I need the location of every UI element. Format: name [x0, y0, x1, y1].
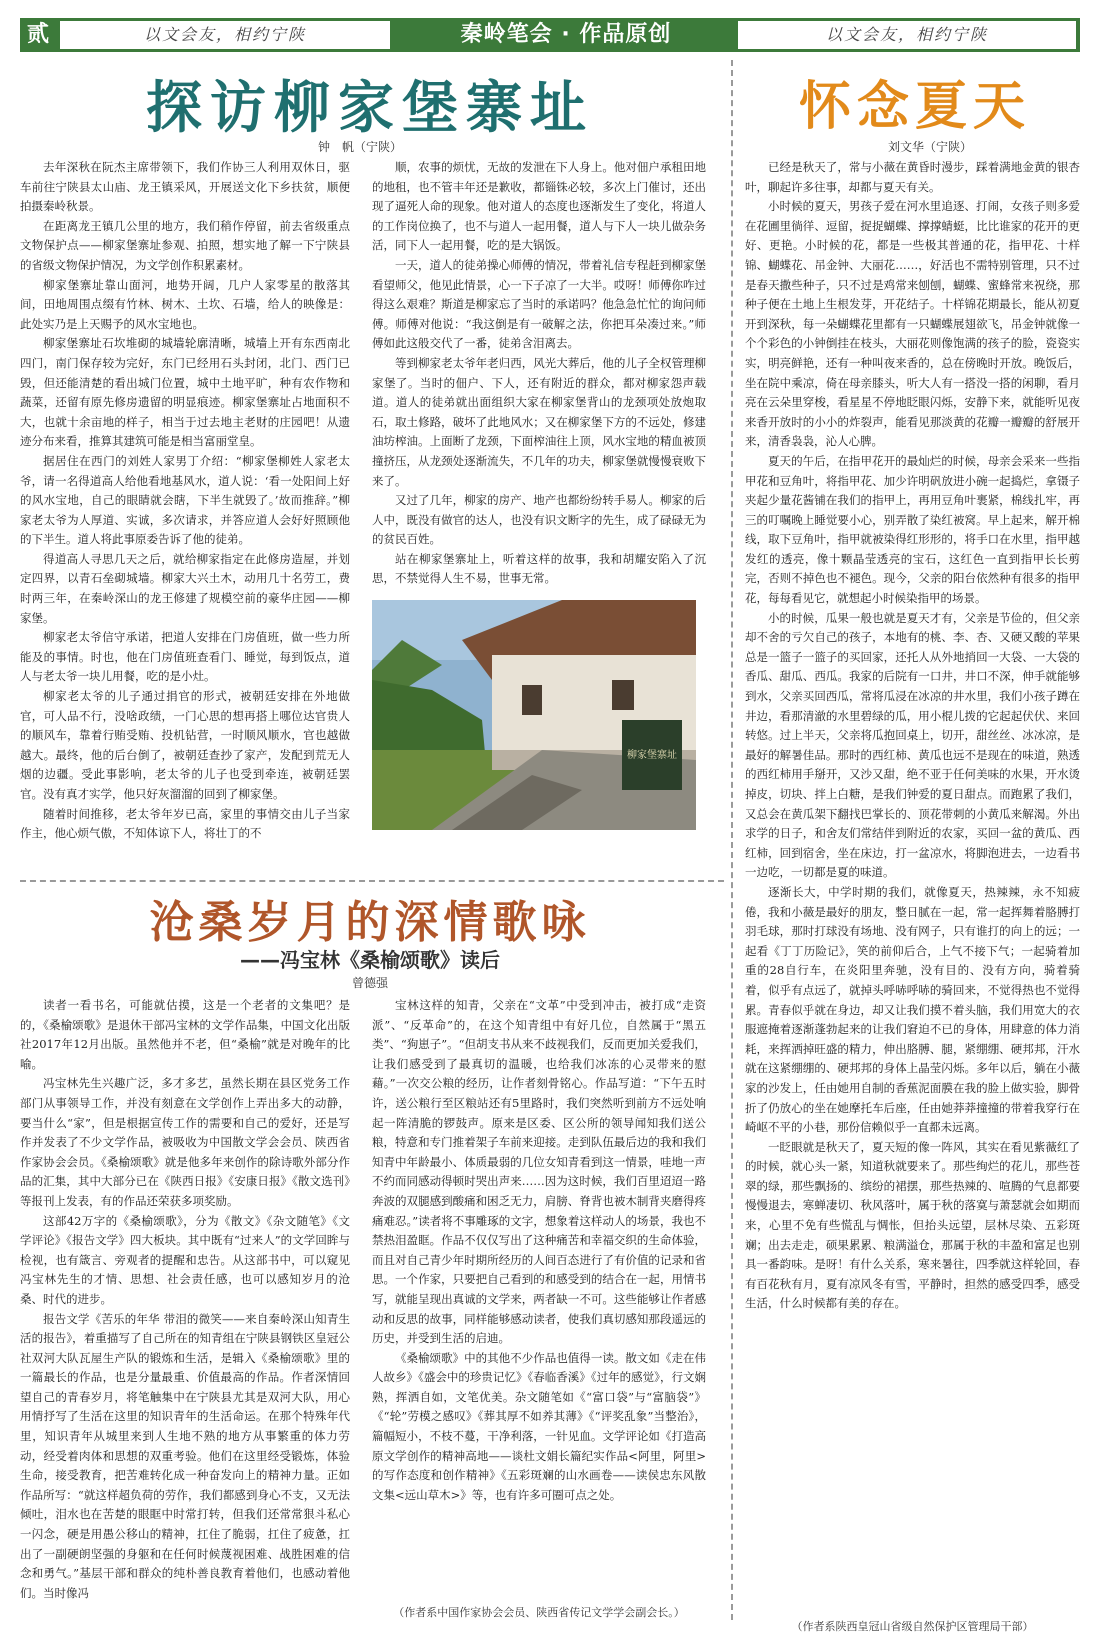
column-divider-vertical — [731, 60, 733, 1620]
article-column-cangsang-1 — [20, 996, 350, 1616]
article-title-cangsang: 沧桑岁月的深情歌咏 — [149, 897, 591, 948]
paragraph: 随着时间推移，老太爷年岁已高，家里的事情交由儿子当家作主，他心烦气傲，不知体谅下人，将壮丁的不 — [20, 806, 350, 841]
article-title-huainian-xiatian: 怀念夏天 — [798, 77, 1031, 137]
slogan-left: 以文会友，相约宁陕 — [60, 21, 390, 49]
paragraph: 柳家老太爷信守承诺，把道人安排在门房值班，做一些力所能及的事情。时也，他在门房值班查看门、睡觉，每到饭点，道人与老太爷一块儿用餐，吃的是小灶。 — [20, 630, 350, 684]
paragraph: 一眨眼就是秋天了，夏天短的像一阵风，其实在看见紫薇红了的时候，就心头一紧，知道秋就要来了。那些绚烂的花儿，那些苍翠的绿，那些飘扬的、缤纷的裙摆，那些热辣的、喧腾的气息都要慢慢退去，寒蝉凄切、秋风落叶，属于秋的落寞与萧瑟就会如期而来，心里不免有些慌乱与惆怅，但抬头远望，层林尽染、五彩斑斓；出去走走，硕果累累、粮满溢仓，那属于秋的丰盈和富足也别具一番韵味。是呀！有什么关系，寒来暑往，四季就这样轮回，春有百花秋有月，夏有凉风冬有雪，平静时，担然的感受四季，感受生活，什么时候都有美的存在。 — [745, 1139, 1080, 1311]
slogan-right: 以文会友，相约宁陕 — [738, 21, 1076, 49]
paragraph: 宝林这样的知青，父亲在“文革”中受到冲击，被打成“走资派”、“反革命”的，在这个知青组中有好几位，自然属于“黑五类”、“狗崽子”。“但胡支书从来不歧视我们，反而更加关爱我们，让我们感受到了最真切的温暖，也给我们冰冻的心灵带来的慰藉。”一次交公粮的经历，让作者刻骨铭心。作品写道：“下午五时许，送公粮行至区粮站还有5里路时，我们突然听到前方不远处响起一阵清脆的锣鼓声。原来是区委、区公所的领导闻知我们送公粮，特意和专门推着架子车前来迎接。走到队伍最后边的我和我们知青中年龄最小、体质最弱的几位女知青看到这一情景，哇地一声不约而同感动得顿时哭出声来……因为这时候，我们百里迢迢一路奔波的双腿感到酸痛和困乏无力，肩膀、脊背也被木制背夹磨得疼痛难忍。”读者将不事雕琢的文字，想象着这样动人的场景，我也不禁热泪盈眶。作品不仅仅写出了这种痛苦和幸福交织的生命体验，而且对自己青少年时期所经历的人间百态进行了有价值的记录和省思。一个作家，只要把自己看到的和感受到的结合在一起，用情书写，就能呈现出真诚的文学来，两者缺一不可。这些能够让作者感动和反思的故事，同样能够感动读者，使我们真切感知那段遥远的历史，并受到生活的启迪。 — [372, 998, 706, 1346]
paragraph: 冯宝林先生兴趣广泛，多才多艺，虽然长期在县区党务工作部门从事领导工作，并没有刻意在文学创作上弄出多大的动静，要当什么“家”，但是根据宣传工作的需要和自己的爱好，还是写作并发表了不少文学作品，被吸收为中国散文学会会员、陕西省作家协会会员。《桑榆颂歌》就是他多年来创作的除诗歌外部分作品的汇集，其中大部分已在《陕西日报》《安康日报》《散文选刊》等报刊上发表，有的作品还荣获多项奖励。 — [20, 1076, 350, 1208]
paragraph: 小时候的夏天，男孩子爱在河水里追逐、打闹，女孩子则多爱在花圃里徜徉、逗留，捉捉蝴蝶、撑撑蜻蜓，比比谁家的花开的更好、更艳。小时候的花，都是一些极其普通的花，指甲花、十样锦、蝴蝶花、吊金钟、大丽花……，好活也不需特别管理，只不过是春天撒些种子，只不过是鸡常来刨刨，蝴蝶、蜜蜂常来祝绕，那种子便在土地上生根发芽，开花结子。十样锦花期最长，能从初夏开到深秋，每一朵蝴蝶花里都有一只蝴蝶展翅欲飞，吊金钟就像一个个彩色的小钟倒挂在枝头，大丽花则像饱满的孩子的脸，瓷瓷实实，明亮鲜艳，还有一种叫夜来香的，总在傍晚时开放。晚饭后，坐在院中乘凉，倚在母亲膝头，听大人有一搭没一搭的闲聊，看月亮在云朵里穿梭，看星星不停地眨眼闪烁，安静下来，就能听见夜来香开放时的小小的炸裂声，能看见那淡黄的花瓣一瓣瓣的舒展开来，清香袅袅，沁人心脾。 — [745, 199, 1080, 449]
author-note-cangsang: （作者系中国作家协会会员、陕西省传记文学学会副会长。） — [393, 1606, 685, 1619]
paragraph: 柳家堡寨址靠山面河，地势开阔，几户人家零星的散落其间，田地周围点缀有竹林、树木、土坎、石墙，给人的映像是：此处实乃是上天赐予的风水宝地也。 — [20, 277, 350, 331]
site-photo-illustration — [372, 600, 696, 830]
paragraph: 小的时候，瓜果一般也就是夏天才有，父亲是节俭的，但父亲却不舍的亏欠自己的孩子，本地有的桃、李、杏、又硬又酸的苹果总是一篮子一篮子的买回家，还托人从外地捎回一大袋、一大袋的香瓜、甜瓜、西瓜。我家的后院有一口井，井口不深，伸手就能够到水，父亲买回西瓜，常将瓜浸在冰凉的井水里，我们小孩子蹲在井边，看那清澈的水里碧绿的瓜，用小棍儿拨的它起起伏伏、来回转悠。过上半天，父亲将瓜抱回桌上，切开，甜丝丝、冰冰凉，是最好的解暑佳品。那时的西红柿、黄瓜也远不是现在的味道，熟透的西红柿用手掰开，又沙又甜，绝不亚于任何美味的水果，开水烫掉皮，切块、拌上白糖，是我们钟爱的夏日甜点。而跑累了我们，又总会在黄瓜架下翻找巴掌长的、顶花带刺的小黄瓜来解渴。外出求学的日子，和舍友们常结伴到附近的农家，买回一盆的黄瓜、西红柿，回到宿舍，坐在床边，打一盆凉水，将脚泡进去，一边看书一边吃，一切都是夏的味道。 — [745, 610, 1080, 880]
page-header-banner — [20, 18, 1080, 52]
paragraph: 站在柳家堡寨址上，听着这样的故事，我和胡耀安陷入了沉思，不禁觉得人生不易，世事无常。 — [372, 551, 706, 586]
section-divider-horizontal — [20, 880, 724, 882]
article-column-huainian-xiatian — [745, 158, 1080, 1618]
paragraph: 已经是秋天了，常与小薇在黄昏时漫步，踩着满地金黄的银杏叶，聊起许多往事，却都与夏天有关。 — [745, 160, 1080, 194]
paragraph: 据居住在西门的刘姓人家男丁介绍：“柳家堡柳姓人家老太爷，请一名得道高人给他看地基风水，道人说：‘看一处阳间上好的风水宝地，自己的眼睛就会瞎，下半生就毁了。’故而推辞。”柳家老太爷为人厚道、实诚，多次请求，并答应道人会好好照顾他的下半生。道人将此事原委告诉了他的徒弟。 — [20, 453, 350, 547]
article-column-liujiabao-2 — [372, 158, 706, 588]
paragraph: 在距离龙王镇几公里的地方，我们稍作停留，前去省级重点文物保护点——柳家堡寨址参观、拍照，想实地了解一下宁陕县的省级文物保护情况，为文学创作积累素材。 — [20, 218, 350, 272]
paragraph: 柳家堡寨址石坎堆砌的城墙轮廓清晰，城墙上开有东西南北四门，南门保存较为完好，东门已经用石头封闭，北门、西门已毁，但还能清楚的看出城门位置，城中土地平旷，种有农作物和蔬菜，还留有原先修房遗留的明显痕迹。柳家堡寨址占地面积不大，也就十余亩地的样子，相当于过去地主老财的庄园吧！从遗迹分布来看，推算其建筑可能是相当富丽堂皇。 — [20, 336, 350, 449]
author-note-huainian-xiatian: （作者系陕西皇冠山省级自然保护区管理局干部） — [791, 1620, 1034, 1633]
paragraph: 顺，农事的烦忧，无故的发泄在下人身上。他对佃户承租田地的地租，也不管丰年还是歉收，都锱铢必较，多次上门催讨，还出现了逼死人命的现象。他对道人的态度也逐渐发生了变化，将道人的工作岗位换了，也不与道人一起用餐，道人与下人一块儿做杂务活，同下人一起用餐，吃的是大锅饭。 — [372, 160, 706, 253]
paragraph: 逐渐长大，中学时期的我们，就像夏天，热辣辣，永不知疲倦，我和小薇是最好的朋友，整日腻在一起，常一起挥舞着胳膊打羽毛球，那时打球没有场地、没有网子，只有谁打的向上的远；一起看《丁丁历险记》，笑的前仰后合，上气不接下气；一起骑着加重的28自行车，在炎阳里奔驰，没有目的、没有方向，骑着骑着，似乎有点远了，就掉头呼哧呼哧的骑回来，不觉得热也不觉得累。青春似乎就在身边，却又让我们摸不着头脑，我们用宽大的衣服遮掩着逐渐蓬勃起来的让我们窘迫不已的身体，用肆意的体力消耗，来挥洒掉旺盛的精力，伸出胳膊、腿，紧绷绷、硬邦邦，汗水就在这紧绷绷的、硬邦邦的身体上晶莹闪烁。多年以后，躺在小薇家的沙发上，任由她用自制的香蕉泥面膜在我的脸上做实验，脚骨折了仍放心的坐在她摩托车后座，任由她莽莽撞撞的带着我穿行在崎岖不平的小巷，那份信赖似乎一直都未远离。 — [745, 884, 1080, 1135]
article-byline-liujiabao: 钟 帆（宁陕） — [317, 140, 402, 154]
paragraph: 等到柳家老太爷年老归西，风光大葬后，他的儿子全权管理柳家堡了。当时的佃户、下人，还有附近的群众，都对柳家怨声载道。道人的徒弟就出面组织大家在柳家堡背山的龙颈项处放炮取石，取土修路，破坏了此地风水；又在柳家堡下方的不远处，修建油坊榨油。上面断了龙颈，下面榨油往上顶，风水宝地的精血被顶撞挤压，从龙颈处逐渐流失，不几年的功夫，柳家堡就慢慢衰败下来了。 — [372, 355, 706, 488]
paragraph: 又过了几年，柳家的房产、地产也都纷纷转手易人。柳家的后人中，既没有做官的达人，也没有识文断字的先生，成了碌碌无为的贫民百姓。 — [372, 493, 706, 547]
site-photo — [372, 600, 696, 830]
site-sign-text: 柳家堡寨址 — [627, 750, 677, 761]
article-byline-cangsang: 曾德强 — [351, 976, 388, 990]
article-subtitle-cangsang: ——冯宝林《桑榆颂歌》读后 — [240, 948, 500, 972]
paragraph: 一天，道人的徒弟操心师傅的情况，带着礼信专程赶到柳家堡看望师父，他见此情景，心一下子凉了一大半。哎呀！师傅你咋过得这么艰难？斯道是柳家忘了当时的承诺吗？他急急忙忙的询问师傅。师傅对他说：“我这倒是有一破解之法，你把耳朵凑过来。”师傅如此这般交代了一番，徒弟含泪离去。 — [372, 257, 706, 351]
paragraph: 去年深秋在阮杰主席带领下，我们作协三人利用双休日，驱车前往宁陕县太山庙、龙王镇采风，开展送文化下乡扶贫，顺便拍摄秦岭秋景。 — [20, 160, 350, 214]
paragraph: 《桑榆颂歌》中的其他不少作品也值得一读。散文如《走在伟人故乡》《盛会中的珍贵记忆》《春临香溪》《过年的感觉》，行文娴熟，挥洒自如，文笔优美。杂文随笔如《“富口袋”与“富脑袋”》《“轮”劳模之感叹》《葬其厚不如养其薄》《“评奖乱象”当整治》，篇幅短小，不枝不蔓，干净利落，一针见血。文学评论如《打造高原文学创作的精神高地——谈杜文娟长篇纪实作品<阿里，阿里>的写作态度和创作精神》《五彩斑斓的山水画卷——读侯忠东风散文集<远山草木>》等，也有许多可圈可点之处。 — [372, 1350, 706, 1502]
article-byline-huainian-xiatian: 刘文华（宁陕） — [887, 140, 972, 154]
paragraph: 得道高人寻思几天之后，就给柳家指定在此修房造屋，并划定四界，以青石垒砌城墙。柳家大兴土木，动用几十名劳工，费时两三年，在秦岭深山的龙王修建了规模空前的豪华庄园——柳家堡。 — [20, 551, 350, 625]
paragraph: 柳家老太爷的儿子通过捐官的形式，被朝廷安排在外地做官，可人品不行，没啥政绩，一门心思的想再搭上哪位达官贵人的顺风车，靠着行贿受贿、投机钻营，一时顺风顺水，官也越做越大。最终，他的后台倒了，被朝廷查抄了家产，发配到荒无人烟的边疆。受此事影响，老太爷的儿子也受到牵连，被朝廷罢官。没有真才实学，他只好灰溜溜的回到了柳家堡。 — [20, 689, 350, 801]
paragraph: 报告文学《苦乐的年华 带泪的微笑——来自秦岭深山知青生活的报告》，着重描写了自己所在的知青组在宁陕县钢铁区皇冠公社双河大队瓦屋生产队的锻炼和生活，是辑入《桑榆颂歌》里的一篇最长的作品，也是分量最重、价值最高的作品。作者深情回望自己的青春岁月，将笔触集中在宁陕县尤其是双河大队，用心用情抒写了生活在这里的知识青年的生活命运。在那个特殊年代里，知识青年从城里来到人生地不熟的地方从事繁重的体力劳动，经受着肉体和思想的双重考验。他们在这里经受锻炼，体验生命，接受教育，把苦难转化成一种奋发向上的精神力量。正如作品所写：“就这样超负荷的劳作，我们都感到身心不支，又无法倾吐，泪水也在苦楚的眼眶中时常打转，但我们还常常狠斗私心一闪念，硬是用愚公移山的精神，扛住了脆弱，扛住了疲惫，扛出了一副硬朗坚强的身躯和在任何时候蔑视困难、战胜困难的信念和勇气。”基层干部和群众的纯朴善良教育着他们，也感动着他们。当时像冯 — [20, 1311, 350, 1600]
article-column-liujiabao-1 — [20, 158, 350, 876]
article-title-liujiabao: 探访柳家堡寨址 — [146, 76, 594, 141]
page-number: 贰 — [26, 22, 49, 47]
paragraph: 夏天的午后，在指甲花开的最灿烂的时候，母亲会采来一些指甲花和豆角叶，将指甲花、加少许明矾放进小碗一起捣烂，拿镊子夹起少量花酱铺在我们的指甲上，再用豆角叶裹紧，棉线扎牢，再三的叮嘱晚上睡觉要小心，别弄散了染红被窝。早上起来，解开棉线，取下豆角叶，指甲就被染得红形形的，将手口在水里，指甲越发红的透亮，像十颗晶莹透亮的宝石，这红色一直到指甲长长剪完，否则不掉色也不褪色。现今，父亲的阳台依然种有很多的指甲花，每每看见它，就想起小时候染指甲的场景。 — [745, 453, 1080, 606]
section-name: 秦岭笔会 · 作品原创 — [460, 22, 672, 47]
paragraph: 读者一看书名，可能就估摸，这是一个老者的文集吧？是的，《桑榆颂歌》是退休干部冯宝林的文学作品集，中国文化出版社2017年12月出版。虽然他并不老，但“桑榆”就是对晚年的比喻。 — [20, 998, 350, 1071]
paragraph: 这部42万字的《桑榆颂歌》，分为《散文》《杂文随笔》《文学评论》《报告文学》四大板块。其中既有“过来人”的文学回眸与检视，也有箴言、旁观者的提醒和忠告。从这部书中，可以窥见冯宝林先生的才情、思想、社会责任感，也可以感知岁月的沧桑、时代的进步。 — [20, 1213, 350, 1306]
article-column-cangsang-2 — [372, 996, 706, 1596]
